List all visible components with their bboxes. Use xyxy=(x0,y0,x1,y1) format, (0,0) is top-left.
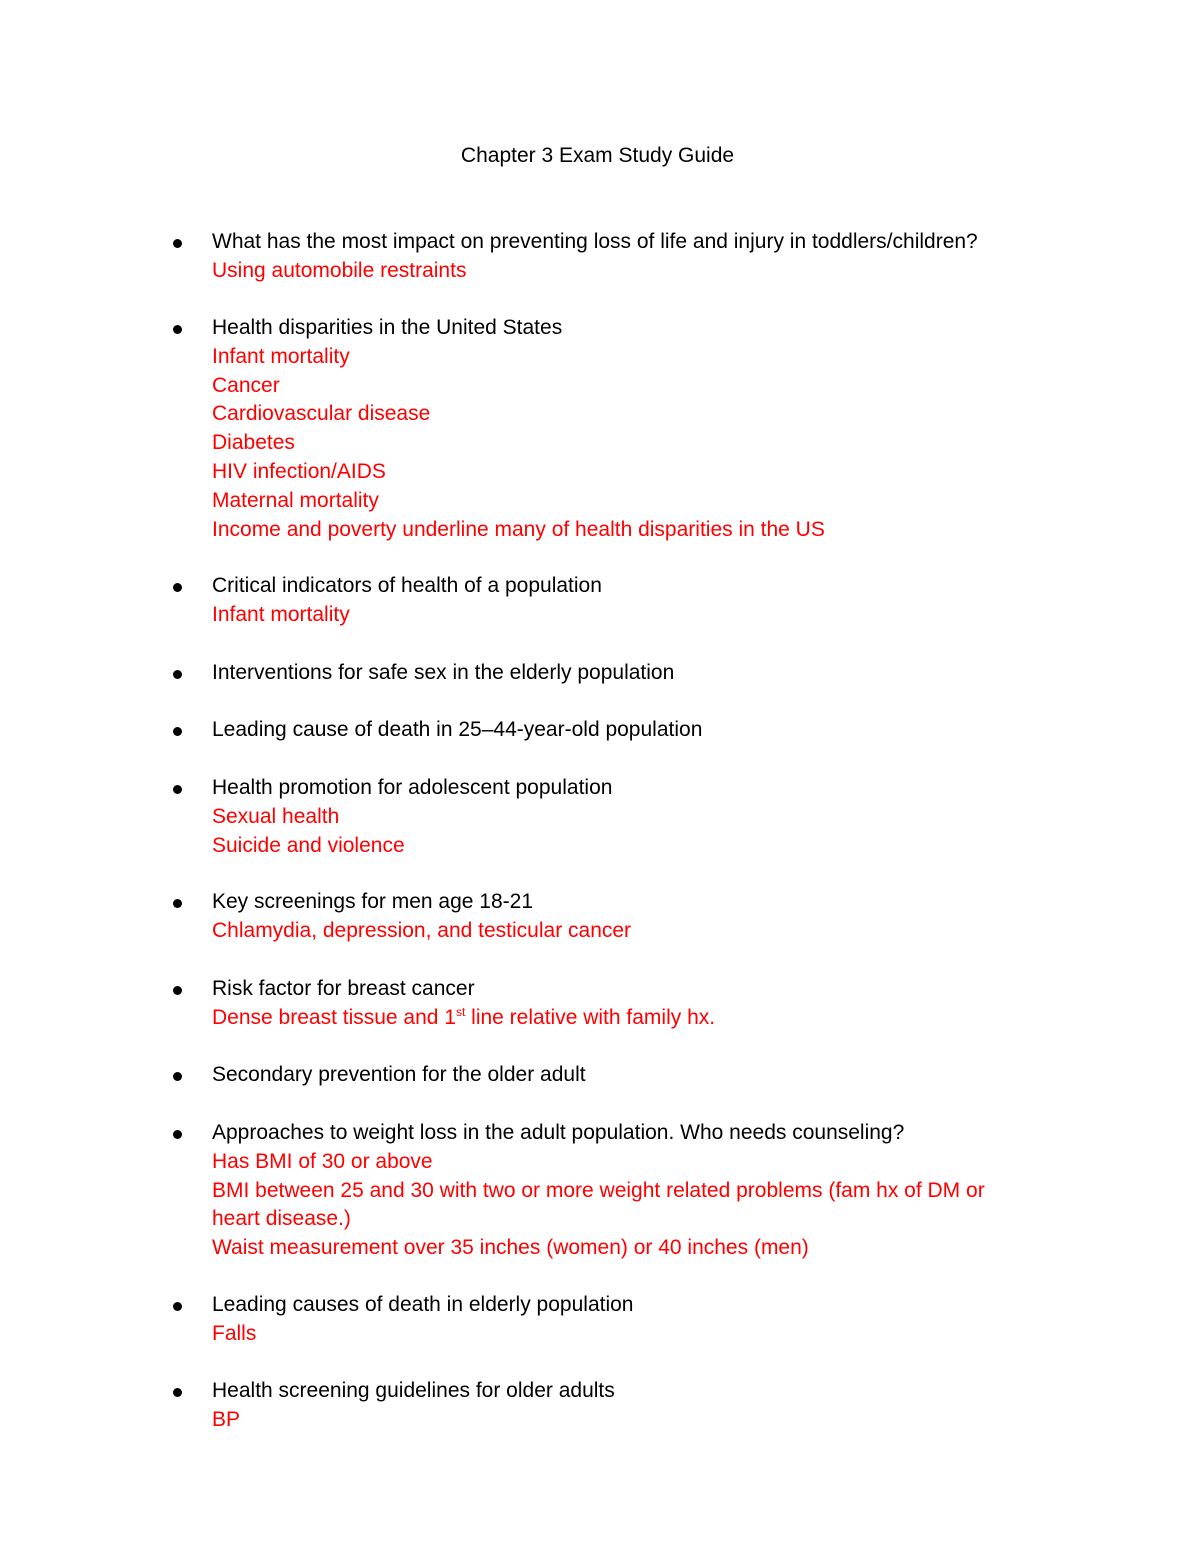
answer-text xyxy=(212,1004,1073,1033)
answer-text: Infant mortality xyxy=(212,602,350,626)
bullet-icon xyxy=(173,583,182,592)
answer-text: Sexual health xyxy=(212,804,340,828)
list-item xyxy=(173,975,1073,1033)
question-text: Leading cause of death in 25–44-year-old population xyxy=(212,718,703,741)
answer-text: BP xyxy=(212,1407,241,1431)
bullet-icon xyxy=(173,727,182,736)
list-item xyxy=(173,572,1073,630)
answer-text: Falls xyxy=(212,1321,257,1345)
list-item xyxy=(173,1377,1073,1435)
list-item xyxy=(173,228,1073,286)
answer-text: Has BMI of 30 or above xyxy=(212,1149,433,1173)
list-item xyxy=(173,774,1073,860)
answer-text: Chlamydia, depression, and testicular cancer xyxy=(212,918,632,942)
answer-text-part: line relative with family hx. xyxy=(465,1005,716,1029)
list-item xyxy=(173,1291,1073,1349)
bullet-icon xyxy=(173,1388,182,1397)
bullet-icon xyxy=(173,239,182,248)
question-text: Health disparities in the United States xyxy=(212,316,563,339)
question-text: Health screening guidelines for older adults xyxy=(212,1379,615,1402)
answer-text: Cardiovascular disease xyxy=(212,402,431,426)
question-text: What has the most impact on preventing loss of life and injury in toddlers/children? xyxy=(212,230,978,253)
question-text: Health promotion for adolescent population xyxy=(212,776,613,799)
bullet-icon xyxy=(173,325,182,334)
answer-text: Income and poverty underline many of health disparities in the US xyxy=(212,517,825,541)
question-text: Approaches to weight loss in the adult population. Who needs counseling? xyxy=(212,1121,905,1144)
bullet-icon xyxy=(173,1072,182,1081)
list-item xyxy=(173,659,1073,688)
answer-text: Waist measurement over 35 inches (women) or 40 inches (men) xyxy=(212,1236,809,1260)
answer-text: Cancer xyxy=(212,373,280,397)
answer-superscript: st xyxy=(455,1004,466,1019)
page-title: Chapter 3 Exam Study Guide xyxy=(460,144,735,167)
answer-text: Infant mortality xyxy=(212,344,350,368)
bullet-icon xyxy=(173,1130,182,1139)
answer-text: HIV infection/AIDS xyxy=(212,459,386,483)
bullet-icon xyxy=(173,670,182,679)
answer-text: Suicide and violence xyxy=(212,833,405,857)
question-text: Leading causes of death in elderly population xyxy=(212,1293,634,1316)
list-item xyxy=(173,716,1073,745)
list-item xyxy=(173,888,1073,946)
question-text: Key screenings for men age 18-21 xyxy=(212,890,534,913)
answer-text: BMI between 25 and 30 with two or more weight related problems (fam hx of DM or heart disease.) xyxy=(212,1178,985,1231)
answer-text-part: Dense breast tissue and 1 xyxy=(212,1005,456,1029)
list-item xyxy=(173,314,1073,544)
question-text: Secondary prevention for the older adult xyxy=(212,1063,586,1086)
answer-text: Using automobile restraints xyxy=(212,258,467,282)
list-item xyxy=(173,1119,1073,1263)
bullet-icon xyxy=(173,899,182,908)
question-text: Interventions for safe sex in the elderly population xyxy=(212,661,675,684)
answer-text: Diabetes xyxy=(212,431,295,455)
bullet-icon xyxy=(173,1302,182,1311)
bullet-icon xyxy=(173,785,182,794)
question-text: Critical indicators of health of a population xyxy=(212,574,602,597)
list-item xyxy=(173,1061,1073,1090)
bullet-icon xyxy=(173,986,182,995)
question-text: Risk factor for breast cancer xyxy=(212,977,475,1000)
answer-text: Maternal mortality xyxy=(212,488,379,512)
